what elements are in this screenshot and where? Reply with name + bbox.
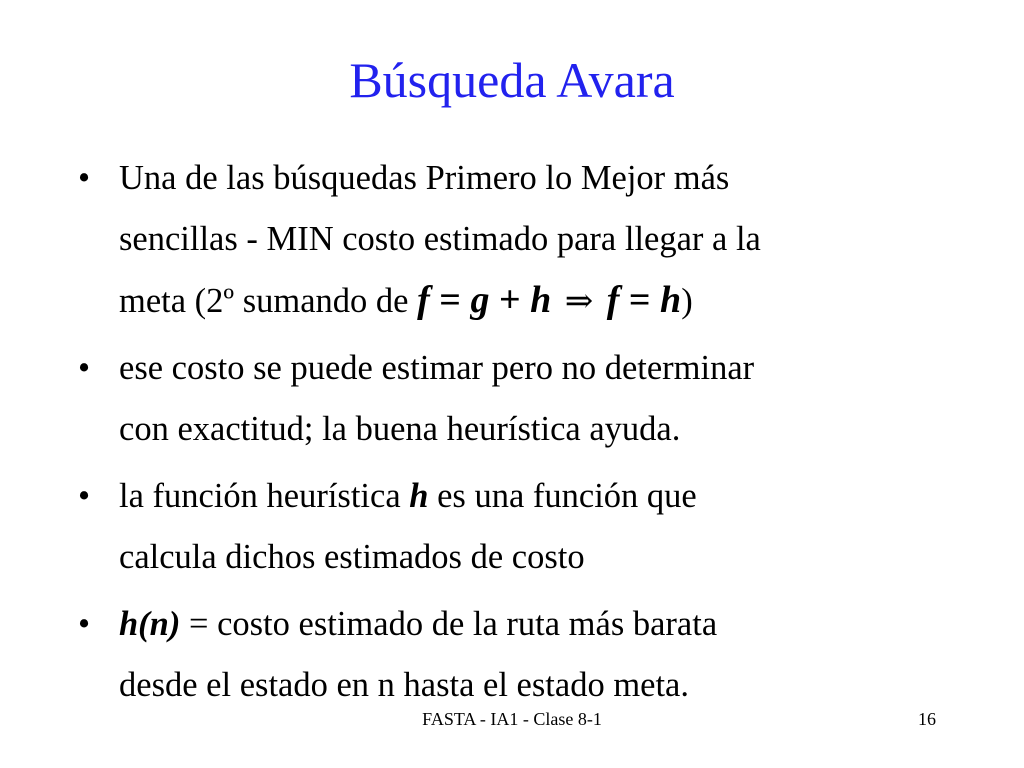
page-number: 16: [918, 709, 936, 729]
bullet-text: es una función que: [428, 477, 697, 515]
bullet-dot: •: [78, 477, 91, 515]
formula: [417, 279, 681, 321]
bullet-line: con exactitud; la buena heurística ayuda.: [119, 410, 681, 448]
heuristic-symbol: h: [409, 477, 429, 515]
bullet-item: [78, 466, 978, 588]
bullet-line: calcula dichos estimados de costo: [119, 538, 585, 576]
formula-f: f: [417, 279, 430, 321]
implies-arrow-icon: ⇒: [564, 283, 594, 320]
bullet-dot: •: [78, 159, 91, 197]
formula-equals: =: [439, 279, 461, 321]
bullet-line: sencillas - MIN costo estimado para llegar a la: [119, 220, 761, 258]
bullet-text: = costo estimado de la ruta más barata: [180, 605, 718, 643]
bullet-dot: •: [78, 349, 91, 387]
footer-label: FASTA - IA1 - Clase 8-1: [422, 709, 602, 729]
formula-h: h: [530, 279, 552, 321]
bullet-item: [78, 338, 978, 460]
bullet-text: la función heurística: [119, 477, 410, 515]
formula-f: f: [606, 279, 620, 321]
bullet-line: ese costo se puede estimar pero no determinar: [119, 349, 755, 387]
bullet-line: [119, 466, 978, 527]
bullet-line: [119, 270, 978, 332]
formula-equals: =: [628, 279, 651, 321]
bullet-list: [78, 148, 978, 722]
bullet-item: [78, 148, 978, 332]
formula-g: g: [470, 279, 490, 321]
formula-plus: +: [498, 279, 521, 321]
bullet-item: [78, 594, 978, 716]
formula-h: h: [660, 279, 682, 321]
bullet-dot: •: [78, 605, 91, 643]
bullet-line: [119, 594, 978, 655]
heuristic-function: h(n): [119, 605, 181, 643]
bullet-line: desde el estado en n hasta el estado meta.: [119, 666, 689, 704]
bullet-line: Una de las búsquedas Primero lo Mejor más: [119, 159, 730, 197]
bullet-text: ): [681, 282, 693, 320]
slide-title: Búsqueda Avara: [349, 52, 675, 108]
bullet-text: meta (2º sumando de: [119, 282, 418, 320]
